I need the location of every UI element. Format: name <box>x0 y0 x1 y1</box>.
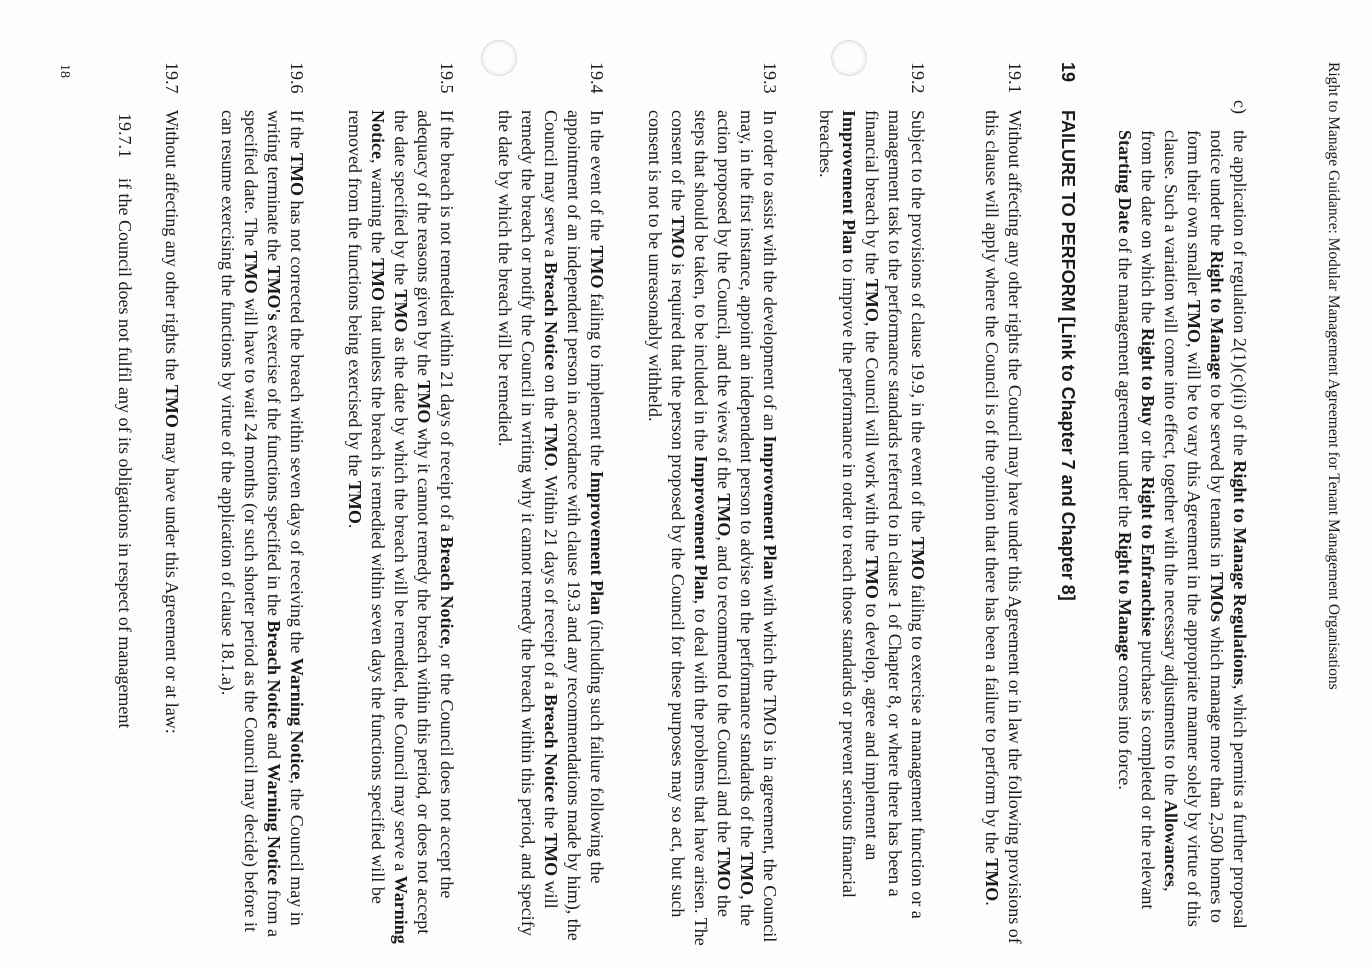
bold-term: TMO's <box>264 265 284 321</box>
bold-term: TMO <box>714 847 734 891</box>
text-run: with which the TMO is in agreement, the Council may, in the first instance, appoint an independent person to advise on the performance standards of the <box>737 110 780 943</box>
bold-term: TMO <box>414 380 434 424</box>
clause-text <box>160 110 183 950</box>
text-run: , will be to vary this Agreement in the appropriate manner solely by virtue of this clause. Such a variation will come into effect, together with the necessary adjustments to the <box>1161 130 1204 927</box>
bold-term: Allowances <box>1161 799 1181 887</box>
bold-term: TMO <box>391 289 411 333</box>
text-run: has not corrected the breach within seven days of receiving the <box>287 195 307 658</box>
bold-term: TMO <box>982 858 1002 902</box>
clause-text <box>980 110 1026 950</box>
clause-number: 19.2 <box>908 62 928 94</box>
clause-number: 19.7 <box>162 62 182 94</box>
bold-term: Right to Manage <box>1115 531 1135 661</box>
text-run: will remedy the breach or notify the Council in writing why it cannot remedy the breach within this period, and specify the date by which the breach will be remedied. <box>495 110 561 936</box>
bold-term: TMO <box>714 493 734 537</box>
text-run: to be served by tenants in <box>1207 379 1227 572</box>
section-title: FAILURE TO PERFORM [Link to Chapter 7 and Chapter 8] <box>1058 110 1078 601</box>
clause-text <box>216 110 308 950</box>
punch-hole <box>831 40 867 76</box>
text-run: Without affecting any other rights the Council may have under this Agreement or in law the following provisions of this clause will apply where the Council is of the opinion that there has been a failure to perform by the <box>982 110 1025 944</box>
bold-term: TMO <box>862 278 882 322</box>
text-run: If the <box>287 110 307 153</box>
clause-number: 19.6 <box>287 62 307 94</box>
bold-term: Breach Notice <box>437 536 457 645</box>
clause-text <box>814 110 929 950</box>
bold-term: TMO <box>368 257 388 301</box>
bold-term: TMO <box>287 152 307 196</box>
bold-term: Improvement Plan <box>760 435 780 580</box>
text-run: (including such failure following the appointment of an independent person in accordance with clause 19.3 and any recommendations made by him), the Council may serve a <box>541 110 607 941</box>
clause-text <box>493 110 608 950</box>
text-run: comes into force. <box>1115 660 1135 790</box>
text-run: is required that the person proposed by the Council for these purposes may so act, but such consent is not to be unreasonably withheld. <box>645 110 688 918</box>
running-header: Right to Manage Guidance: Modular Management Agreement for Tenant Management Organisations <box>1325 62 1342 690</box>
punch-hole <box>481 40 517 76</box>
text-run: , and to recommend to the Council and the <box>714 536 734 848</box>
subclause-number: 19.7.1 <box>115 113 135 158</box>
bold-term: Right to Manage Regulations <box>1230 460 1250 685</box>
bold-term: Breach Notice <box>264 620 284 729</box>
bold-term: Warning Notice <box>368 110 411 944</box>
bold-term: Starting Date <box>1115 130 1135 234</box>
text-run: will have to wait 24 months (or such shorter period as the Council may decide) before it can resume exercising the functions by virtue of the application of clause 18.1.a). <box>218 110 261 932</box>
text-run: failing to exercise a management function or a management task to the performance standards referred to in clause 1 of Chapter 8, or where there has been a financial breach by the <box>862 110 928 919</box>
bold-term: Improvement Plan <box>691 455 711 600</box>
bold-term: TMO <box>345 480 365 524</box>
text-run: on the <box>541 370 561 424</box>
text-run: from a specified date. The <box>241 110 284 937</box>
item-label: c) <box>1230 100 1250 114</box>
bold-term: TMO <box>541 833 561 877</box>
text-run: as the date by which the breach will be remedied, the Council may serve a <box>391 332 411 876</box>
text-run: , to deal with the problems that have arisen. The consent of the <box>668 110 711 946</box>
text-run: . <box>982 901 1002 906</box>
text-run: , warning the <box>368 158 388 258</box>
text-run: In the event of the <box>587 110 607 246</box>
text-run: why it cannot remedy the breach within this period, or does not accept the date specified by the <box>391 110 434 935</box>
bold-term: Right to Buy <box>1138 327 1158 426</box>
bold-term: TMO <box>908 536 928 580</box>
bold-term: Right to Enfranchise <box>1138 476 1158 637</box>
bold-term: Warning Notice <box>264 763 284 886</box>
text-run: , the Council will work with the <box>862 321 882 556</box>
text-run: In order to assist with the development of an <box>760 110 780 436</box>
text-run: , the action proposed by the Council, and the views of the <box>714 110 757 927</box>
text-run: may have under this Agreement or at law: <box>162 427 182 734</box>
text-run: , or the Council does not accept the adequacy of the reasons given by the <box>414 110 457 899</box>
bold-term: TMO <box>587 245 607 289</box>
clause-number: 19.5 <box>437 62 457 94</box>
page-number: 18 <box>57 64 72 78</box>
text-run: , the Council may in writing terminate the <box>264 110 307 926</box>
text-run: , from the date on which the <box>1138 130 1181 892</box>
bold-term: TMO <box>737 852 757 896</box>
bold-term: Breach Notice <box>541 694 561 803</box>
clause-number: 19.1 <box>1005 62 1025 94</box>
text-run: exercise of the functions specified in the <box>264 320 284 621</box>
clause-number: 19.3 <box>760 62 780 94</box>
text-run: . <box>345 523 365 529</box>
clause-number: 19.4 <box>587 62 607 94</box>
clause-text <box>643 110 781 950</box>
text-run: the steps that should be taken, to be included in the <box>691 110 734 917</box>
text-run: that unless the breach is remedied within seven days the functions specified will be removed from the functions being exercised by the <box>345 110 388 904</box>
text-run: the <box>541 802 561 834</box>
bold-term: Right to Manage <box>1207 250 1227 380</box>
item-c-text <box>1113 130 1251 930</box>
text-run: purchase is completed or the relevant <box>1138 636 1158 910</box>
text-run: to develop, agree and implement an <box>862 598 882 861</box>
text-run: Without affecting any other rights the <box>162 110 182 385</box>
bold-term: Warning Notice <box>287 657 307 780</box>
bold-term: Improvement Plan <box>587 470 607 616</box>
bold-term: TMO <box>541 423 561 467</box>
bold-term: TMO <box>1184 299 1204 343</box>
clause-text <box>343 110 458 950</box>
bold-term: Improvement Plan <box>839 110 859 255</box>
text-run: which manage more than 2,500 homes to form their own smaller <box>1184 130 1227 923</box>
bold-term: TMO <box>862 555 882 599</box>
section-number: 19 <box>1058 62 1078 83</box>
text-run: , which permits a further proposal notice under the <box>1207 130 1250 929</box>
text-run: If the breach is not remedied within 21 days of receipt of a <box>437 110 457 537</box>
bold-term: Breach Notice <box>541 261 561 371</box>
text-run: Subject to the provisions of clause 19.9, in the event of the <box>908 110 928 537</box>
text-run: of the management agreement under the <box>1115 233 1135 532</box>
text-run: the application of regulation 2(1)(c)(ii) of the <box>1230 130 1250 461</box>
bold-term: TMO <box>241 250 261 294</box>
bold-term: TMO <box>668 215 688 259</box>
bold-term: TMOs <box>1207 571 1227 622</box>
text-run: and <box>264 728 284 764</box>
text-run: or the <box>1138 425 1158 477</box>
subclause-text: if the Council does not fulfil any of its obligations in respect of management <box>115 178 135 729</box>
text-run: failing to implement the <box>587 288 607 471</box>
bold-term: TMO <box>162 384 182 428</box>
text-run: to improve the performance in order to reach those standards or prevent serious financial breaches. <box>816 110 859 898</box>
text-run: . Within 21 days of receipt of a <box>541 466 561 694</box>
